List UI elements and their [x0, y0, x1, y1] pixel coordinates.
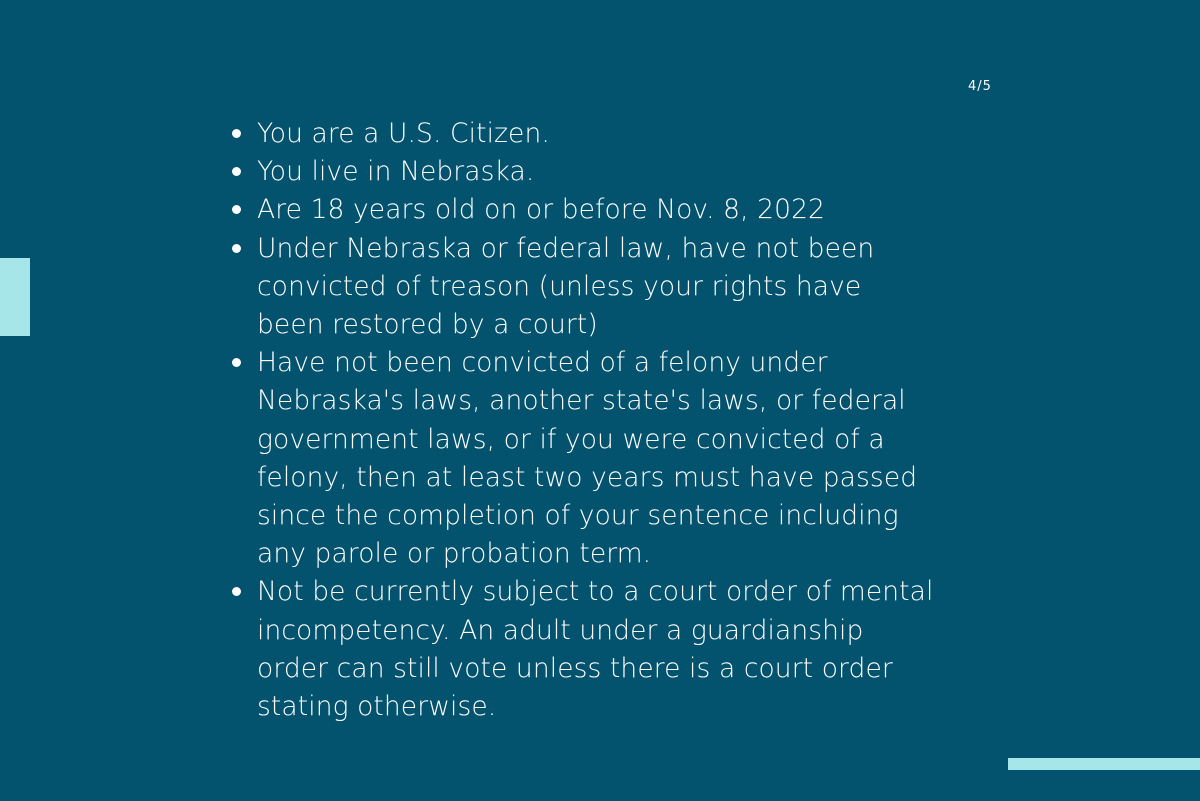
- list-item-line: Nebraska's laws, another state's laws, or federal: [257, 385, 906, 417]
- list-item: [230, 115, 1030, 153]
- eligibility-list: [230, 115, 1030, 726]
- list-item-line: been restored by a court): [257, 309, 598, 341]
- bullet-dot-icon: [232, 205, 241, 214]
- bullet-dot-icon: [232, 587, 241, 596]
- bottom-accent-bar: [1008, 758, 1200, 770]
- list-item-line: You are a U.S. Citizen.: [257, 118, 550, 149]
- list-item-line: since the completion of your sentence including: [257, 500, 899, 532]
- list-item-line: convicted of treason (unless your rights have: [257, 270, 862, 302]
- page-indicator: 4/5: [968, 79, 992, 94]
- list-item-line: You live in Nebraska.: [257, 156, 535, 188]
- left-accent-bar: [0, 258, 30, 336]
- list-item: [230, 191, 1030, 229]
- list-item: [230, 573, 1030, 726]
- bullet-dot-icon: [232, 167, 241, 176]
- bullet-dot-icon: [232, 358, 241, 367]
- list-item: [230, 230, 1030, 345]
- list-item-line: order can still vote unless there is a court order: [257, 652, 893, 684]
- list-item-line: Have not been convicted of a felony under: [257, 347, 828, 379]
- list-item: [230, 344, 1030, 573]
- list-item-line: any parole or probation term.: [257, 538, 652, 570]
- list-item-line: Are 18 years old on or before Nov. 8, 2022: [257, 194, 826, 226]
- bullet-dot-icon: [232, 129, 241, 138]
- list-item: [230, 153, 1030, 191]
- list-item-line: felony, then at least two years must have passed: [257, 461, 918, 493]
- list-item-line: Under Nebraska or federal law, have not been: [257, 232, 875, 264]
- list-item-line: incompetency. An adult under a guardianship: [257, 614, 864, 646]
- list-item-line: government laws, or if you were convicted of a: [257, 423, 885, 455]
- bullet-dot-icon: [232, 244, 241, 253]
- list-item-line: Not be currently subject to a court order of mental: [257, 576, 934, 608]
- list-item-line: stating otherwise.: [257, 691, 497, 723]
